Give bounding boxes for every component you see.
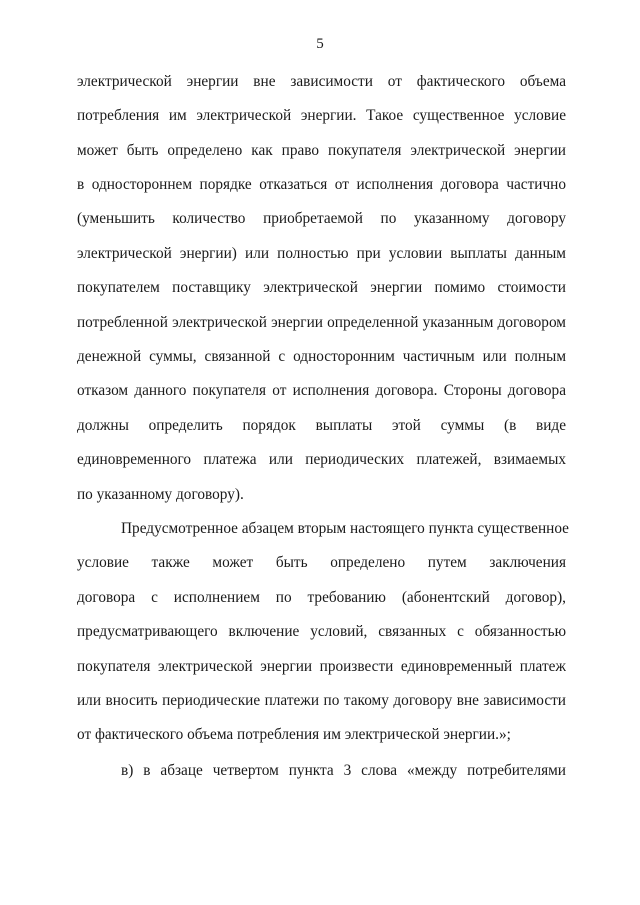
- text-line: по указанному договору).: [77, 486, 244, 503]
- text-line: договора с исполнением по требованию (абонентский договор),: [77, 589, 566, 606]
- text-line: денежной суммы, связанной с односторонним частичным или полным: [77, 348, 566, 365]
- text-line: единовременного платежа или периодических платежей, взимаемых: [77, 451, 566, 468]
- text-line: потребленной электрической энергии определенной указанным договором: [77, 314, 566, 331]
- text-line: условие также может быть определено путем заключения: [77, 554, 566, 571]
- text-line: электрической энергии вне зависимости от фактического объема: [77, 73, 566, 90]
- text-line: предусматривающего включение условий, связанных с обязанностью: [77, 623, 566, 640]
- text-line: должны определить порядок выплаты этой суммы (в виде: [77, 417, 566, 434]
- text-line: потребления им электрической энергии. Такое существенное условие: [77, 107, 566, 124]
- text-line: покупателя электрической энергии произвести единовременный платеж: [77, 658, 566, 675]
- text-line: от фактического объема потребления им электрической энергии.»;: [77, 726, 511, 743]
- text-line: Предусмотренное абзацем вторым настоящего пункта существенное: [121, 520, 569, 537]
- text-line: электрической энергии) или полностью при условии выплаты данным: [77, 245, 566, 262]
- text-line: отказом данного покупателя от исполнения договора. Стороны договора: [77, 382, 566, 399]
- text-line: покупателем поставщику электрической энергии помимо стоимости: [77, 279, 566, 296]
- text-line: в одностороннем порядке отказаться от исполнения договора частично: [77, 176, 566, 193]
- page-number: 5: [316, 36, 324, 52]
- text-line: может быть определено как право покупателя электрической энергии: [77, 142, 566, 159]
- text-line: в) в абзаце четвертом пункта 3 слова «между потребителями: [121, 762, 566, 779]
- text-line: (уменьшить количество приобретаемой по указанному договору: [77, 210, 566, 227]
- text-line: или вносить периодические платежи по такому договору вне зависимости: [77, 692, 566, 709]
